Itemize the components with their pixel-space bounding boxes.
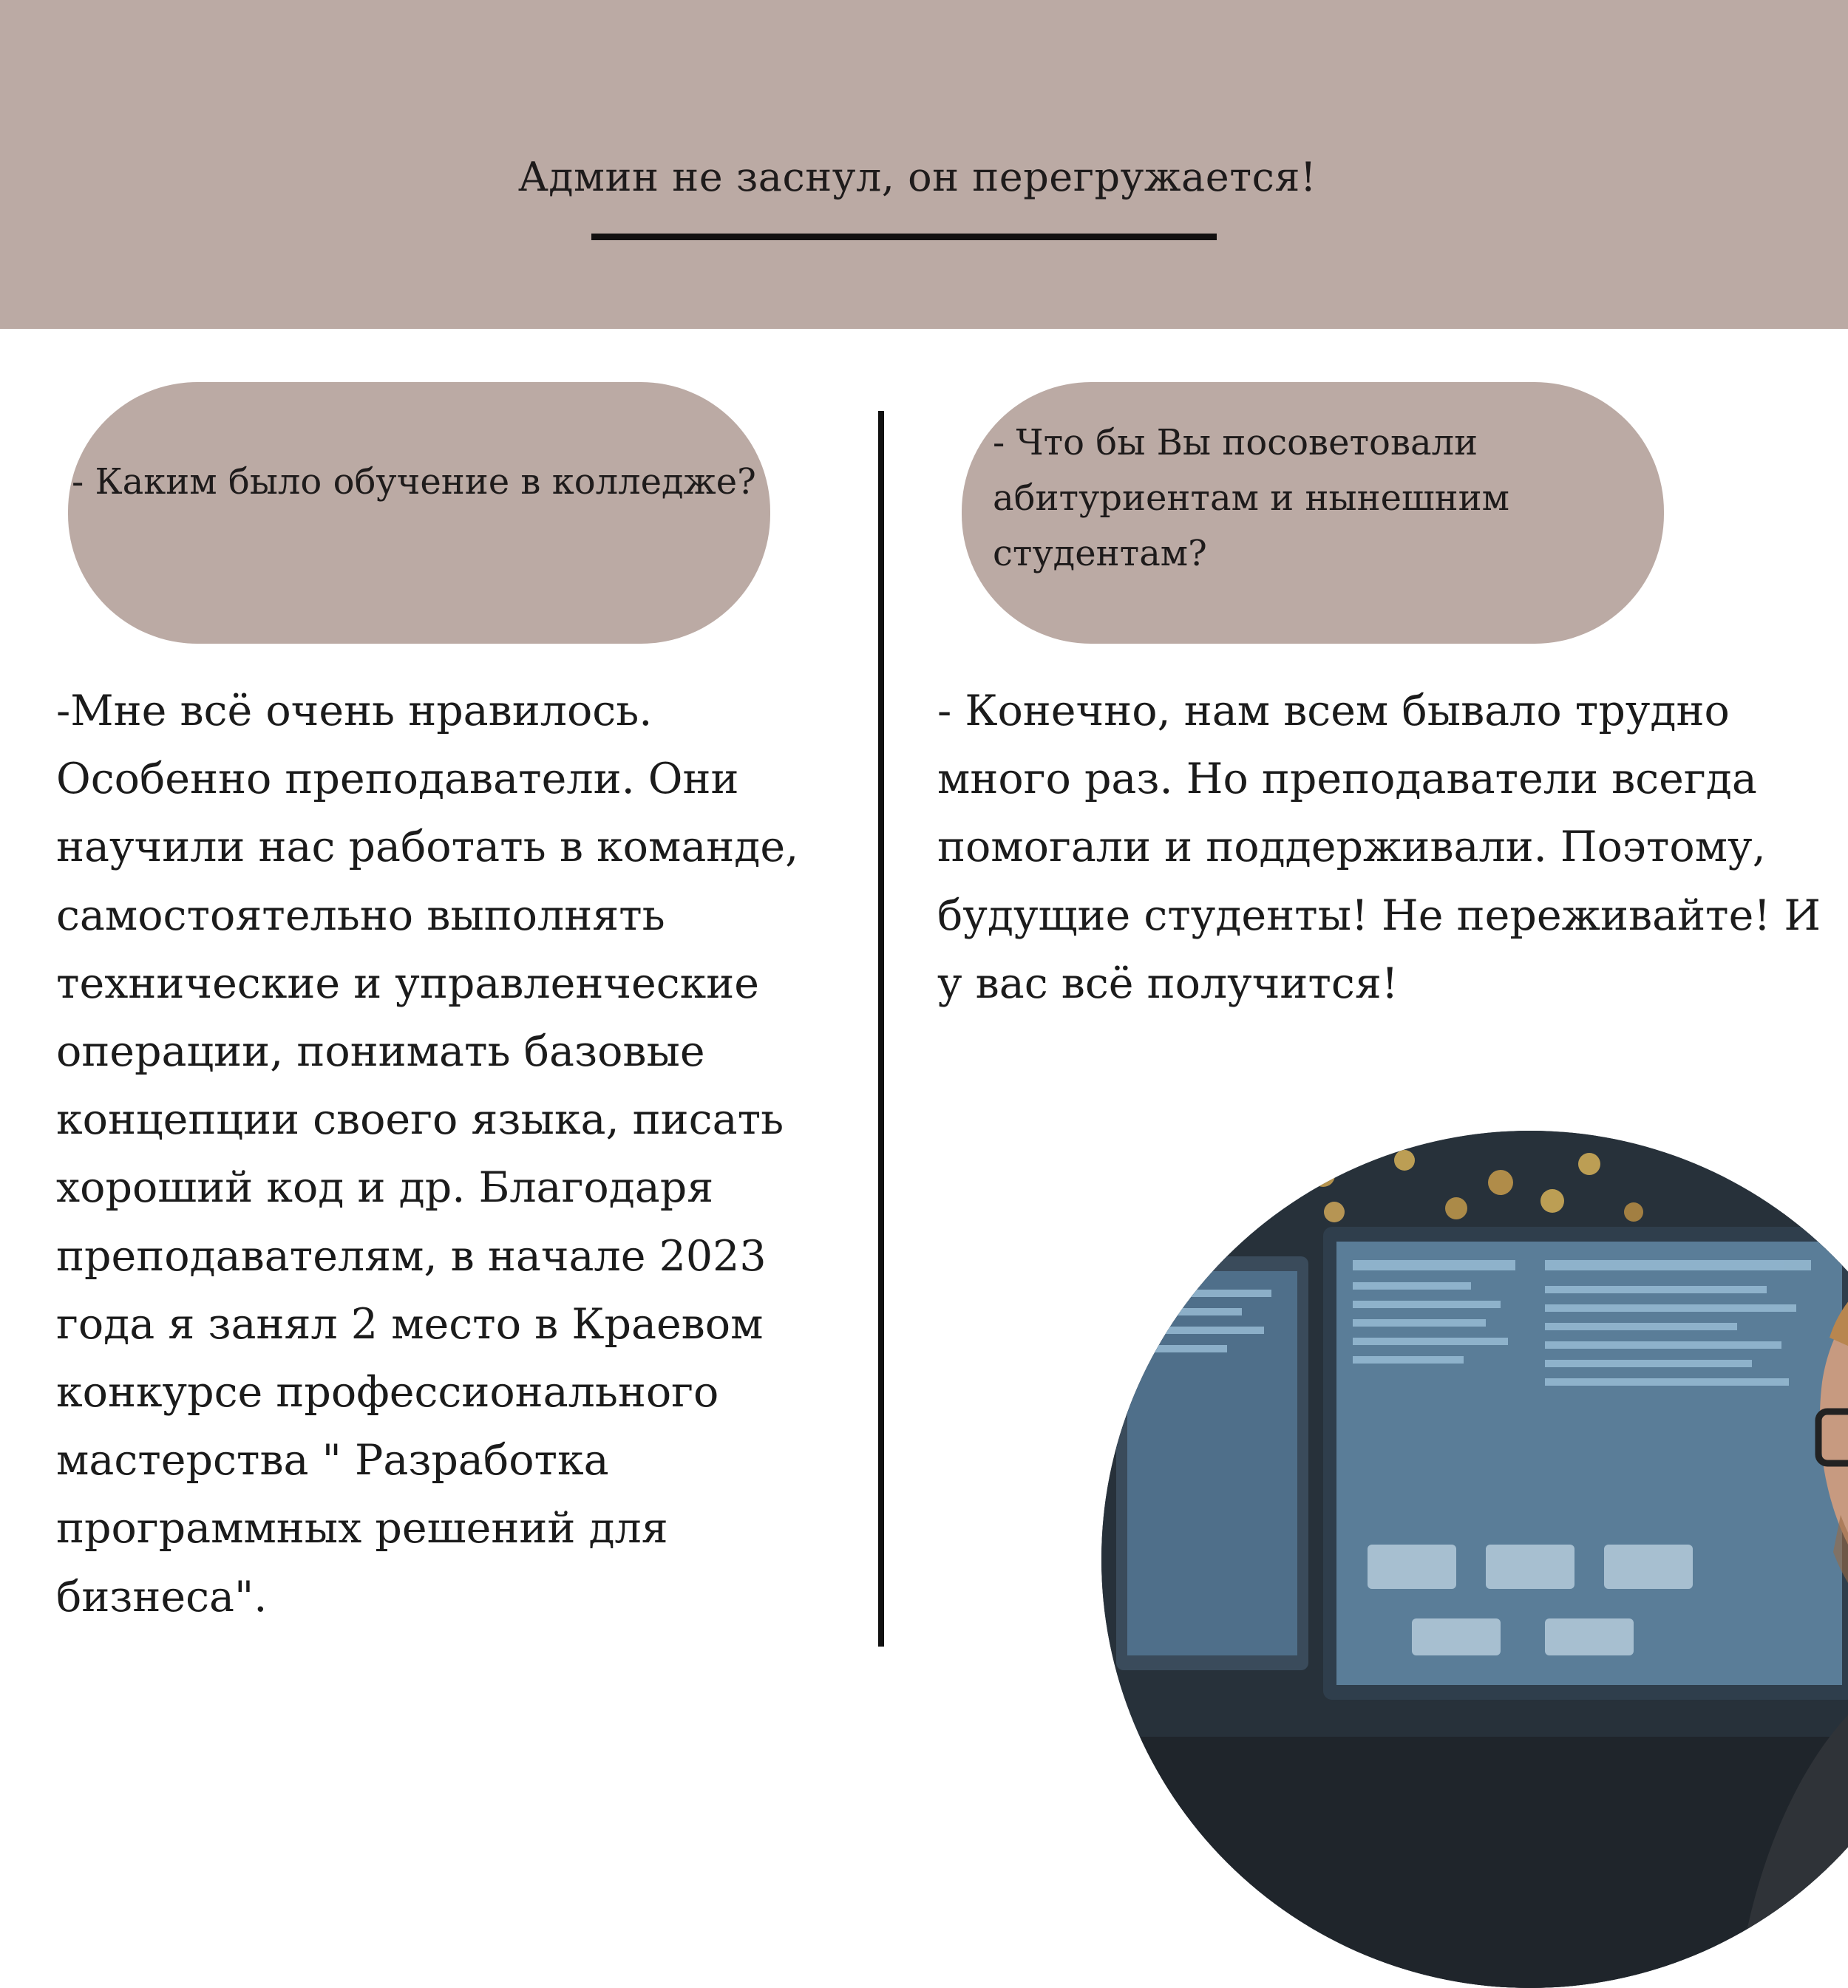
question-left: - Каким было обучение в колледже?: [72, 461, 756, 503]
column-divider: [878, 411, 884, 1647]
question-right: - Что бы Вы посоветовали абитуриентам и нынешним студентам?: [993, 422, 1509, 574]
programmer-photo: [1101, 1131, 1848, 1988]
photo-illustration: [1101, 1131, 1848, 1988]
answer-right: - Конечно, нам всем бывало трудно много раз. Но преподаватели всегда помогали и поддерживали. Поэтому, будущие студенты! Не переживайте! И у вас всё получится!: [937, 687, 1821, 1008]
question-pill-left: [68, 382, 770, 644]
header-band: [0, 0, 1848, 329]
answer-left: -Мне всё очень нравилось. Особенно преподаватели. Они научили нас работать в команде, самостоятельно выполнять технические и управленческие операции, понимать базовые концепции своего языка, писать хороший код и др. Благодаря преподавателям, в начале 2023 года я занял 2 место в Краевом конкурсе профессионального мастерства " Разработка программных решений для бизнеса".: [56, 687, 799, 1621]
page-title: Админ не заснул, он перегружается!: [517, 154, 1317, 200]
title-underline: [591, 234, 1217, 240]
